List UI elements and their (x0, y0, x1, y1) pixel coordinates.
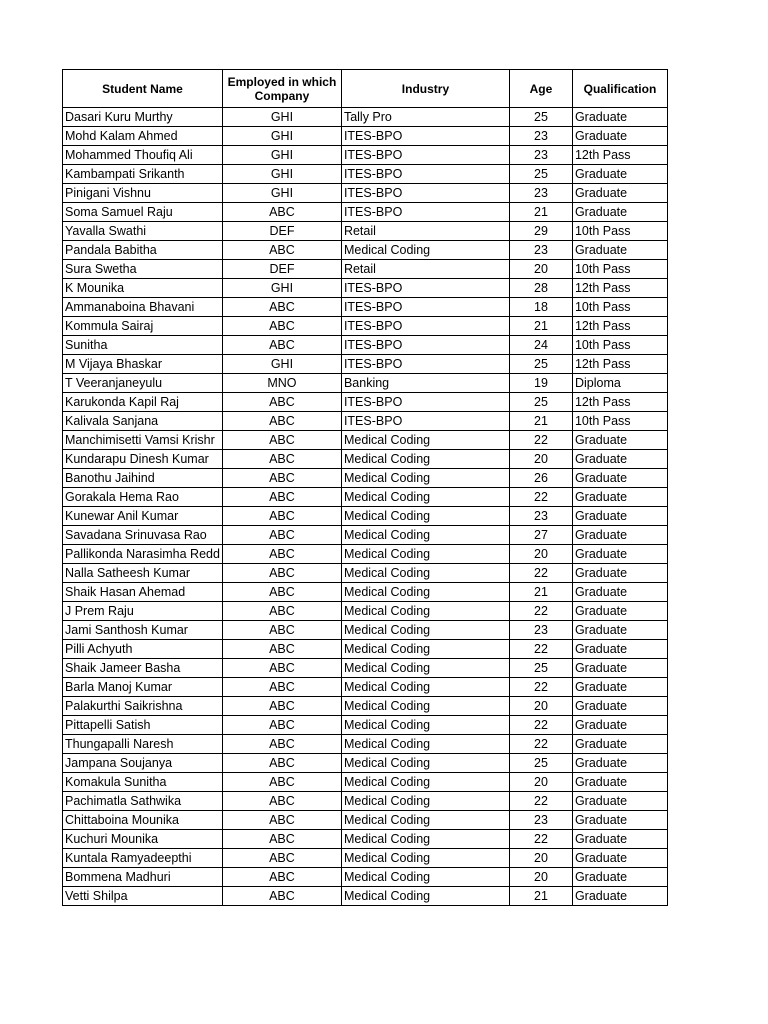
cell-age: 22 (509, 602, 572, 621)
cell-student-name: Pandala Babitha (63, 241, 223, 260)
cell-industry: ITES-BPO (341, 336, 509, 355)
cell-student-name: Pilli Achyuth (63, 640, 223, 659)
cell-company: ABC (222, 526, 341, 545)
table-row (63, 678, 668, 697)
table-row (63, 849, 668, 868)
cell-qualification: 10th Pass (572, 298, 667, 317)
cell-age: 21 (509, 887, 572, 906)
cell-age: 22 (509, 792, 572, 811)
cell-age: 25 (509, 165, 572, 184)
cell-qualification: 10th Pass (572, 412, 667, 431)
cell-student-name: J Prem Raju (63, 602, 223, 621)
cell-qualification: 12th Pass (572, 146, 667, 165)
cell-company: GHI (222, 108, 341, 127)
cell-company: GHI (222, 279, 341, 298)
table-row (63, 431, 668, 450)
cell-qualification: 12th Pass (572, 355, 667, 374)
cell-qualification: Graduate (572, 887, 667, 906)
cell-industry: Medical Coding (341, 849, 509, 868)
table-row (63, 583, 668, 602)
cell-age: 20 (509, 450, 572, 469)
cell-student-name: Pachimatla Sathwika (63, 792, 223, 811)
cell-qualification: Graduate (572, 526, 667, 545)
table-row (63, 488, 668, 507)
cell-age: 23 (509, 241, 572, 260)
cell-qualification: Graduate (572, 773, 667, 792)
cell-qualification: Graduate (572, 830, 667, 849)
cell-industry: ITES-BPO (341, 165, 509, 184)
cell-industry: Medical Coding (341, 564, 509, 583)
cell-student-name: Sunitha (63, 336, 223, 355)
table-row (63, 203, 668, 222)
cell-student-name: Soma Samuel Raju (63, 203, 223, 222)
table-row (63, 298, 668, 317)
table-row (63, 811, 668, 830)
cell-industry: Medical Coding (341, 697, 509, 716)
table-row (63, 412, 668, 431)
cell-student-name: Thungapalli Naresh (63, 735, 223, 754)
table-row (63, 146, 668, 165)
cell-industry: Medical Coding (341, 868, 509, 887)
cell-company: ABC (222, 336, 341, 355)
cell-age: 23 (509, 811, 572, 830)
cell-student-name: Dasari Kuru Murthy (63, 108, 223, 127)
cell-age: 29 (509, 222, 572, 241)
cell-student-name: Pittapelli Satish (63, 716, 223, 735)
cell-industry: Medical Coding (341, 830, 509, 849)
cell-qualification: 10th Pass (572, 336, 667, 355)
cell-student-name: M Vijaya Bhaskar (63, 355, 223, 374)
table-body (63, 108, 668, 906)
cell-qualification: Graduate (572, 203, 667, 222)
cell-qualification: Graduate (572, 488, 667, 507)
cell-age: 23 (509, 127, 572, 146)
table-row (63, 127, 668, 146)
cell-student-name: Yavalla Swathi (63, 222, 223, 241)
cell-student-name: Bommena Madhuri (63, 868, 223, 887)
cell-student-name: Jampana Soujanya (63, 754, 223, 773)
cell-student-name: Kundarapu Dinesh Kumar (63, 450, 223, 469)
cell-industry: Medical Coding (341, 431, 509, 450)
cell-company: DEF (222, 222, 341, 241)
cell-qualification: Graduate (572, 716, 667, 735)
cell-age: 20 (509, 697, 572, 716)
cell-student-name: Savadana Srinuvasa Rao (63, 526, 223, 545)
cell-industry: Medical Coding (341, 716, 509, 735)
cell-qualification: Graduate (572, 108, 667, 127)
cell-qualification: Graduate (572, 811, 667, 830)
cell-student-name: Mohd Kalam Ahmed (63, 127, 223, 146)
cell-qualification: 10th Pass (572, 260, 667, 279)
table-row (63, 697, 668, 716)
table-row (63, 602, 668, 621)
cell-qualification: Graduate (572, 640, 667, 659)
cell-qualification: 10th Pass (572, 222, 667, 241)
cell-qualification: Graduate (572, 545, 667, 564)
cell-qualification: Graduate (572, 792, 667, 811)
table-row (63, 260, 668, 279)
cell-age: 19 (509, 374, 572, 393)
cell-student-name: Komakula Sunitha (63, 773, 223, 792)
student-table (62, 69, 668, 906)
cell-industry: Medical Coding (341, 526, 509, 545)
cell-age: 23 (509, 184, 572, 203)
table-row (63, 393, 668, 412)
cell-company: ABC (222, 716, 341, 735)
cell-student-name: Mohammed Thoufiq Ali (63, 146, 223, 165)
cell-company: ABC (222, 887, 341, 906)
cell-industry: Medical Coding (341, 735, 509, 754)
cell-student-name: Karukonda Kapil Raj (63, 393, 223, 412)
cell-industry: ITES-BPO (341, 203, 509, 222)
cell-age: 24 (509, 336, 572, 355)
cell-qualification: Graduate (572, 678, 667, 697)
cell-student-name: Kuchuri Mounika (63, 830, 223, 849)
cell-industry: ITES-BPO (341, 355, 509, 374)
cell-age: 23 (509, 507, 572, 526)
cell-qualification: Diploma (572, 374, 667, 393)
cell-industry: Medical Coding (341, 602, 509, 621)
table-row (63, 545, 668, 564)
cell-industry: Banking (341, 374, 509, 393)
table-row (63, 754, 668, 773)
table-row (63, 792, 668, 811)
cell-industry: Medical Coding (341, 659, 509, 678)
cell-student-name: Vetti Shilpa (63, 887, 223, 906)
cell-industry: ITES-BPO (341, 412, 509, 431)
table-row (63, 165, 668, 184)
cell-industry: Medical Coding (341, 773, 509, 792)
cell-student-name: Ammanaboina Bhavani (63, 298, 223, 317)
cell-student-name: Manchimisetti Vamsi Krishr (63, 431, 223, 450)
cell-industry: Medical Coding (341, 507, 509, 526)
cell-industry: Retail (341, 222, 509, 241)
cell-company: ABC (222, 773, 341, 792)
cell-industry: Medical Coding (341, 887, 509, 906)
cell-qualification: Graduate (572, 583, 667, 602)
cell-company: ABC (222, 545, 341, 564)
table-row (63, 450, 668, 469)
cell-student-name: Pinigani Vishnu (63, 184, 223, 203)
cell-qualification: 12th Pass (572, 279, 667, 298)
cell-student-name: Barla Manoj Kumar (63, 678, 223, 697)
cell-company: ABC (222, 412, 341, 431)
cell-industry: Medical Coding (341, 792, 509, 811)
cell-student-name: Shaik Jameer Basha (63, 659, 223, 678)
cell-qualification: Graduate (572, 621, 667, 640)
cell-age: 23 (509, 146, 572, 165)
table-row (63, 374, 668, 393)
cell-qualification: Graduate (572, 735, 667, 754)
table-row (63, 108, 668, 127)
cell-industry: Medical Coding (341, 583, 509, 602)
table-row (63, 640, 668, 659)
cell-company: ABC (222, 811, 341, 830)
cell-industry: Medical Coding (341, 545, 509, 564)
cell-age: 28 (509, 279, 572, 298)
cell-company: ABC (222, 450, 341, 469)
cell-student-name: Kambampati Srikanth (63, 165, 223, 184)
cell-company: GHI (222, 127, 341, 146)
header-row (63, 70, 668, 108)
cell-age: 20 (509, 545, 572, 564)
cell-age: 21 (509, 583, 572, 602)
cell-company: GHI (222, 146, 341, 165)
cell-company: DEF (222, 260, 341, 279)
cell-industry: ITES-BPO (341, 127, 509, 146)
cell-qualification: Graduate (572, 564, 667, 583)
cell-company: ABC (222, 241, 341, 260)
header-industry: Industry (341, 70, 509, 108)
cell-company: ABC (222, 564, 341, 583)
header-company: Employed in which Company (222, 70, 341, 108)
cell-industry: Medical Coding (341, 488, 509, 507)
cell-industry: Medical Coding (341, 450, 509, 469)
cell-company: MNO (222, 374, 341, 393)
table-row (63, 887, 668, 906)
cell-company: ABC (222, 849, 341, 868)
cell-industry: Medical Coding (341, 678, 509, 697)
cell-age: 20 (509, 868, 572, 887)
cell-company: ABC (222, 678, 341, 697)
header-qualification: Qualification (572, 70, 667, 108)
cell-age: 25 (509, 659, 572, 678)
cell-company: ABC (222, 754, 341, 773)
cell-qualification: Graduate (572, 184, 667, 203)
cell-age: 25 (509, 754, 572, 773)
cell-company: ABC (222, 488, 341, 507)
table-row (63, 355, 668, 374)
cell-qualification: Graduate (572, 754, 667, 773)
table-row (63, 621, 668, 640)
cell-student-name: Pallikonda Narasimha Redd (63, 545, 223, 564)
table-row (63, 564, 668, 583)
cell-qualification: Graduate (572, 697, 667, 716)
cell-age: 26 (509, 469, 572, 488)
table-row (63, 659, 668, 678)
cell-qualification: Graduate (572, 602, 667, 621)
cell-age: 18 (509, 298, 572, 317)
cell-company: ABC (222, 602, 341, 621)
cell-age: 22 (509, 640, 572, 659)
cell-age: 25 (509, 393, 572, 412)
cell-qualification: Graduate (572, 868, 667, 887)
table-row (63, 336, 668, 355)
cell-age: 22 (509, 735, 572, 754)
cell-qualification: Graduate (572, 241, 667, 260)
cell-age: 20 (509, 849, 572, 868)
table-row (63, 868, 668, 887)
cell-age: 21 (509, 412, 572, 431)
cell-student-name: Kommula Sairaj (63, 317, 223, 336)
cell-company: ABC (222, 203, 341, 222)
cell-industry: Medical Coding (341, 811, 509, 830)
table-row (63, 526, 668, 545)
cell-company: ABC (222, 697, 341, 716)
cell-industry: Medical Coding (341, 241, 509, 260)
cell-age: 25 (509, 108, 572, 127)
cell-student-name: Kunewar Anil Kumar (63, 507, 223, 526)
cell-qualification: Graduate (572, 507, 667, 526)
cell-company: ABC (222, 393, 341, 412)
cell-company: ABC (222, 317, 341, 336)
cell-industry: ITES-BPO (341, 298, 509, 317)
cell-age: 22 (509, 431, 572, 450)
cell-student-name: Gorakala Hema Rao (63, 488, 223, 507)
cell-industry: Medical Coding (341, 754, 509, 773)
cell-industry: Medical Coding (341, 640, 509, 659)
cell-age: 23 (509, 621, 572, 640)
cell-age: 22 (509, 564, 572, 583)
cell-age: 22 (509, 830, 572, 849)
cell-industry: ITES-BPO (341, 317, 509, 336)
cell-student-name: Palakurthi Saikrishna (63, 697, 223, 716)
cell-industry: ITES-BPO (341, 393, 509, 412)
cell-industry: Medical Coding (341, 621, 509, 640)
table-row (63, 241, 668, 260)
cell-company: GHI (222, 184, 341, 203)
cell-company: ABC (222, 469, 341, 488)
cell-industry: Retail (341, 260, 509, 279)
cell-student-name: Banothu Jaihind (63, 469, 223, 488)
cell-qualification: Graduate (572, 469, 667, 488)
header-student-name: Student Name (63, 70, 223, 108)
cell-age: 20 (509, 773, 572, 792)
cell-student-name: K Mounika (63, 279, 223, 298)
cell-qualification: Graduate (572, 450, 667, 469)
table-row (63, 735, 668, 754)
cell-qualification: 12th Pass (572, 393, 667, 412)
cell-student-name: Shaik Hasan Ahemad (63, 583, 223, 602)
cell-company: GHI (222, 355, 341, 374)
table-row (63, 184, 668, 203)
cell-industry: Tally Pro (341, 108, 509, 127)
cell-age: 21 (509, 317, 572, 336)
cell-company: ABC (222, 507, 341, 526)
cell-age: 20 (509, 260, 572, 279)
cell-industry: Medical Coding (341, 469, 509, 488)
cell-company: ABC (222, 583, 341, 602)
cell-company: ABC (222, 431, 341, 450)
cell-student-name: Jami Santhosh Kumar (63, 621, 223, 640)
table-row (63, 830, 668, 849)
cell-qualification: Graduate (572, 849, 667, 868)
cell-qualification: Graduate (572, 659, 667, 678)
cell-student-name: Kalivala Sanjana (63, 412, 223, 431)
cell-qualification: Graduate (572, 431, 667, 450)
table-row (63, 716, 668, 735)
cell-industry: ITES-BPO (341, 184, 509, 203)
cell-age: 27 (509, 526, 572, 545)
cell-company: ABC (222, 792, 341, 811)
cell-company: ABC (222, 640, 341, 659)
cell-company: ABC (222, 868, 341, 887)
cell-student-name: T Veeranjaneyulu (63, 374, 223, 393)
table-row (63, 279, 668, 298)
cell-age: 21 (509, 203, 572, 222)
cell-age: 25 (509, 355, 572, 374)
cell-student-name: Nalla Satheesh Kumar (63, 564, 223, 583)
cell-student-name: Sura Swetha (63, 260, 223, 279)
cell-company: ABC (222, 830, 341, 849)
cell-company: ABC (222, 659, 341, 678)
table-row (63, 773, 668, 792)
cell-age: 22 (509, 678, 572, 697)
table-row (63, 317, 668, 336)
cell-industry: ITES-BPO (341, 279, 509, 298)
cell-company: ABC (222, 621, 341, 640)
cell-student-name: Chittaboina Mounika (63, 811, 223, 830)
cell-industry: ITES-BPO (341, 146, 509, 165)
header-age: Age (509, 70, 572, 108)
cell-qualification: Graduate (572, 165, 667, 184)
cell-company: ABC (222, 735, 341, 754)
cell-company: ABC (222, 298, 341, 317)
cell-age: 22 (509, 716, 572, 735)
table-row (63, 222, 668, 241)
cell-qualification: Graduate (572, 127, 667, 146)
cell-company: GHI (222, 165, 341, 184)
cell-student-name: Kuntala Ramyadeepthi (63, 849, 223, 868)
table-row (63, 507, 668, 526)
cell-qualification: 12th Pass (572, 317, 667, 336)
cell-age: 22 (509, 488, 572, 507)
table-row (63, 469, 668, 488)
